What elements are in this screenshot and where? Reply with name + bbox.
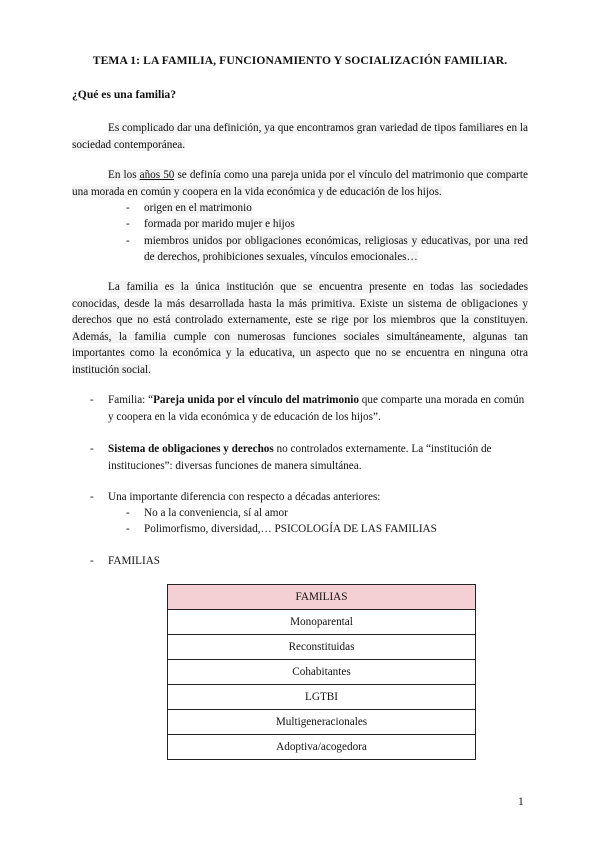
table-row [168,685,476,710]
list-item-text: Polimorfismo, diversidad,… PSICOLOGÍA DE LAS FAMILIAS [144,523,437,536]
list-item [126,505,528,521]
list-item [126,233,528,266]
table-cell: LGTBI [168,685,476,710]
paragraph-fifties-pre: En los [108,169,140,181]
paragraph-intro-text: Es complicado dar una definición, ya que encontramos gran variedad de tipos familiares en la sociedad contemporánea. [72,122,528,151]
bullet-definition-bold: Pareja unida por el vínculo del matrimonio [153,394,359,406]
table-header-cell: FAMILIAS [168,585,476,610]
table-header-row [168,585,476,610]
paragraph-institution [72,279,528,379]
bullet-obligations-bold: Sistema de obligaciones y derechos [108,443,274,455]
paragraph-institution-text: La familia es la única institución que se encuentra presente en todas las sociedades conocidas, desde la más desarrollada hasta la más primitiva. Existe un sistema de obligaciones y derechos que no está controlado externamente, este se rige por los miembros que la constituyen. Además, la familia cumple con numerosas funciones sociales simultáneamente, algunas tan importantes como la económica y la educativa, un aspecto que no se encuentra en ninguna otra institución social. [72,281,528,376]
list-item [126,200,528,216]
bullet-definition [90,392,528,425]
list-dash: - [126,202,130,214]
list-dash: - [126,218,130,231]
underlined-years: años 50 [139,169,175,181]
list-item [126,521,528,537]
table-cell: Multigeneracionales [168,710,476,735]
bullet-dash: - [90,394,94,406]
bullet-dash: - [90,443,94,455]
document-title: TEMA 1: LA FAMILIA, FUNCIONAMIENTO Y SOCIALIZACIÓN FAMILIAR. [92,54,508,67]
table-cell: Monoparental [168,610,476,635]
list-dash: - [126,234,130,247]
bullet-dash: - [90,555,94,567]
paragraph-fifties-post: se definía como una pareja unida por el vínculo del matrimonio que comparte una morada en común y coopera en la vida económica y de educación de los hijos. [72,169,528,198]
table-row [168,610,476,635]
list-item-text: formada por marido mujer e hijos [144,218,295,231]
definition-list [126,200,528,266]
list-item [126,216,528,232]
bullet-definition-post: que comparte una morada en común y coopera en la vida económica y de educación de los hijos”. [108,394,525,423]
families-table [167,584,476,760]
table-row [168,660,476,685]
bullet-difference [90,489,528,506]
bullet-families-text: FAMILIAS [108,555,161,567]
bullet-obligations-post: no controlados externamente. La “institución de instituciones”: diversas funciones de manera simultánea. [108,443,492,472]
table-row [168,710,476,735]
table-cell: Reconstituidas [168,635,476,660]
table-row [168,635,476,660]
list-dash: - [126,523,130,536]
bullet-dash: - [90,491,94,503]
paragraph-intro [72,120,528,153]
table-row [168,735,476,760]
page-number: 1 [518,795,524,808]
list-item-text: No a la conveniencia, sí al amor [144,507,288,519]
bullet-families [90,553,528,570]
paragraph-fifties [72,167,528,200]
table-cell: Adoptiva/acogedora [168,735,476,760]
bullet-definition-pre: Familia: “ [108,394,154,406]
table-cell: Cohabitantes [168,660,476,685]
list-item-text: miembros unidos por obligaciones económicas, religiosas y educativas, por una red de derechos, prohibiciones sexuales, vínculos emocionales… [144,234,528,264]
bullet-difference-text: Una importante diferencia con respecto a décadas anteriores: [108,491,381,503]
section-question: ¿Qué es una familia? [72,88,177,101]
list-dash: - [126,507,130,519]
difference-sublist [126,505,528,538]
bullet-obligations [90,441,528,474]
list-item-text: origen en el matrimonio [144,202,252,214]
